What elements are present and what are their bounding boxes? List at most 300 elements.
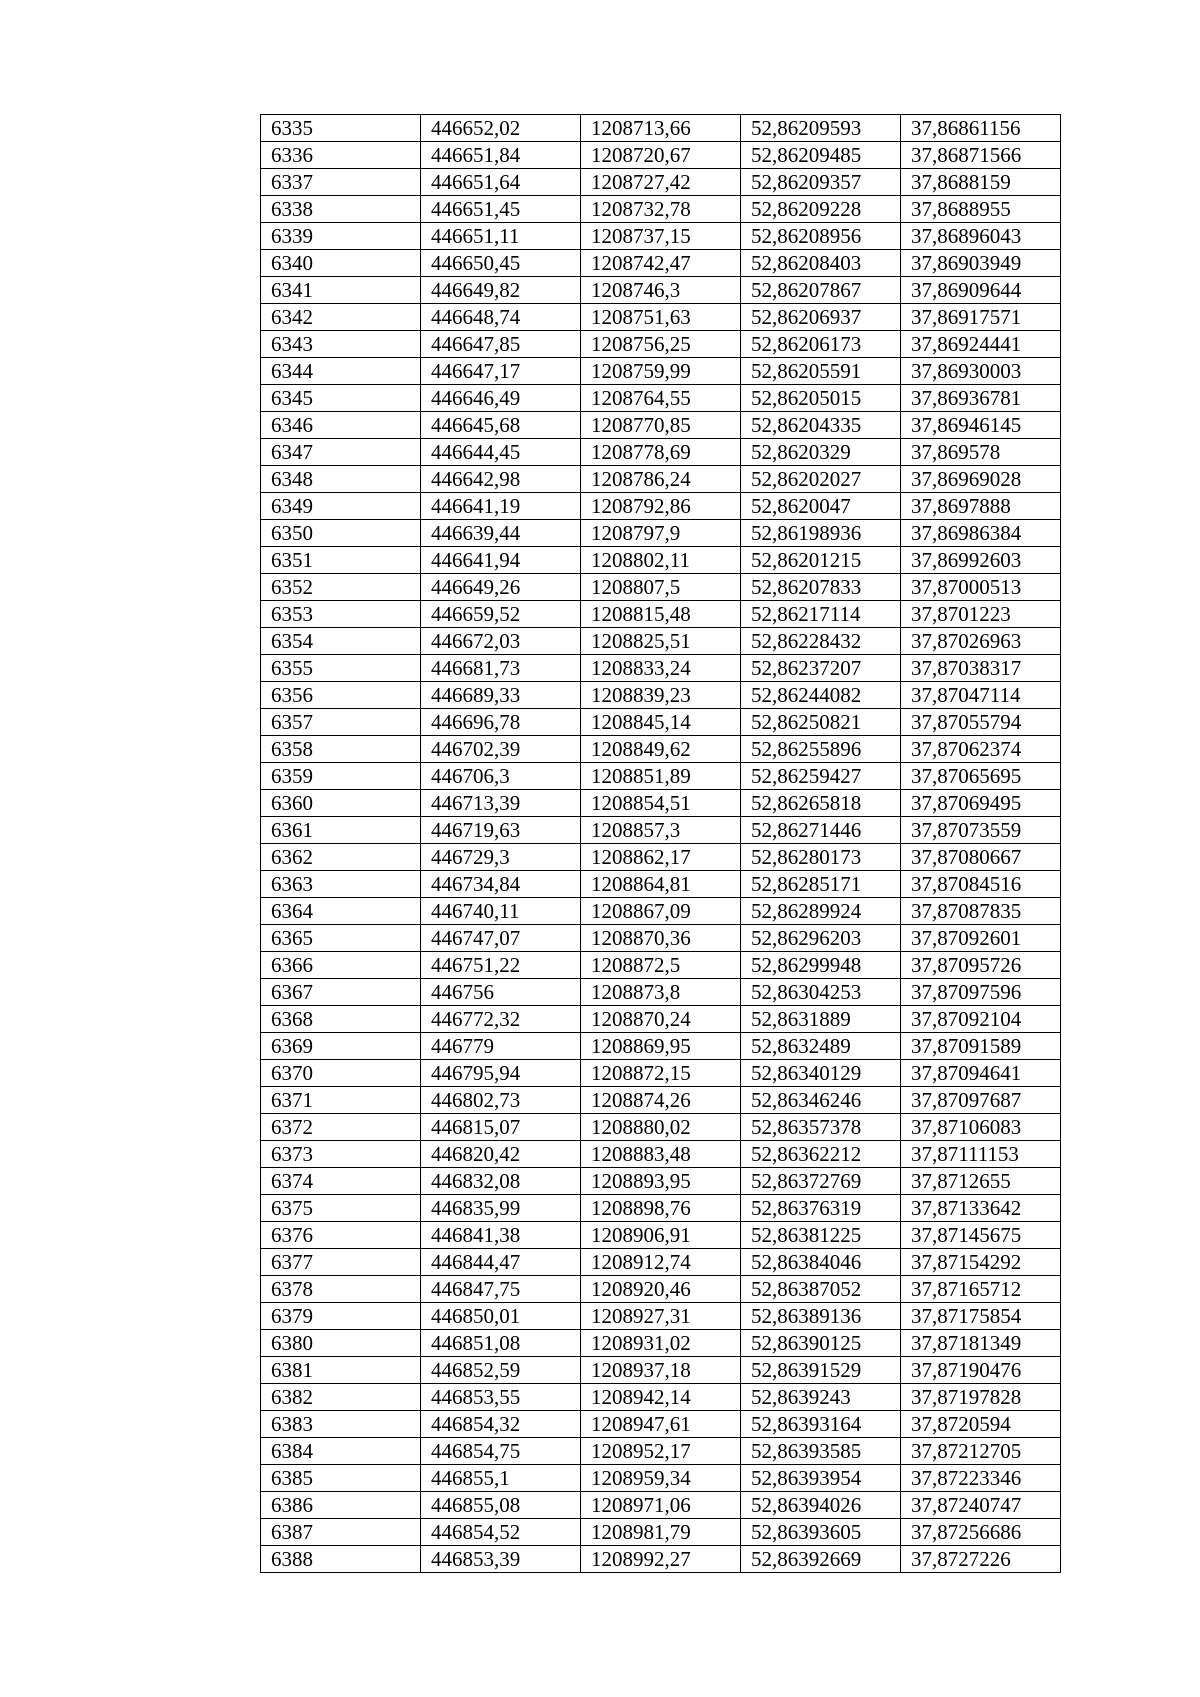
point-number-cell: 6356 <box>261 682 421 709</box>
x-coordinate-cell: 446851,08 <box>421 1330 581 1357</box>
latitude-cell: 52,86393605 <box>741 1519 901 1546</box>
point-number-cell: 6381 <box>261 1357 421 1384</box>
latitude-cell: 52,86271446 <box>741 817 901 844</box>
table-row <box>261 223 1061 250</box>
x-coordinate-cell: 446756 <box>421 979 581 1006</box>
x-coordinate-cell: 446844,47 <box>421 1249 581 1276</box>
latitude-cell: 52,86384046 <box>741 1249 901 1276</box>
y-coordinate-cell: 1208862,17 <box>581 844 741 871</box>
point-number-cell: 6387 <box>261 1519 421 1546</box>
table-row <box>261 574 1061 601</box>
x-coordinate-cell: 446855,1 <box>421 1465 581 1492</box>
table-row <box>261 1465 1061 1492</box>
table-row <box>261 1384 1061 1411</box>
longitude-cell: 37,87097596 <box>901 979 1061 1006</box>
table-row <box>261 466 1061 493</box>
table-row <box>261 763 1061 790</box>
y-coordinate-cell: 1208737,15 <box>581 223 741 250</box>
point-number-cell: 6377 <box>261 1249 421 1276</box>
x-coordinate-cell: 446815,07 <box>421 1114 581 1141</box>
x-coordinate-cell: 446852,59 <box>421 1357 581 1384</box>
coordinates-table-body <box>261 115 1061 1573</box>
y-coordinate-cell: 1208874,26 <box>581 1087 741 1114</box>
y-coordinate-cell: 1208770,85 <box>581 412 741 439</box>
x-coordinate-cell: 446719,63 <box>421 817 581 844</box>
latitude-cell: 52,86394026 <box>741 1492 901 1519</box>
table-row <box>261 601 1061 628</box>
point-number-cell: 6347 <box>261 439 421 466</box>
y-coordinate-cell: 1208867,09 <box>581 898 741 925</box>
latitude-cell: 52,86304253 <box>741 979 901 1006</box>
point-number-cell: 6369 <box>261 1033 421 1060</box>
longitude-cell: 37,87165712 <box>901 1276 1061 1303</box>
longitude-cell: 37,87062374 <box>901 736 1061 763</box>
latitude-cell: 52,8620329 <box>741 439 901 466</box>
table-row <box>261 196 1061 223</box>
y-coordinate-cell: 1208732,78 <box>581 196 741 223</box>
y-coordinate-cell: 1208833,24 <box>581 655 741 682</box>
x-coordinate-cell: 446648,74 <box>421 304 581 331</box>
x-coordinate-cell: 446854,75 <box>421 1438 581 1465</box>
longitude-cell: 37,87065695 <box>901 763 1061 790</box>
table-row <box>261 439 1061 466</box>
table-row <box>261 979 1061 1006</box>
table-row <box>261 682 1061 709</box>
longitude-cell: 37,87181349 <box>901 1330 1061 1357</box>
x-coordinate-cell: 446772,32 <box>421 1006 581 1033</box>
latitude-cell: 52,86346246 <box>741 1087 901 1114</box>
latitude-cell: 52,8620047 <box>741 493 901 520</box>
x-coordinate-cell: 446647,17 <box>421 358 581 385</box>
latitude-cell: 52,86393585 <box>741 1438 901 1465</box>
point-number-cell: 6382 <box>261 1384 421 1411</box>
x-coordinate-cell: 446853,55 <box>421 1384 581 1411</box>
latitude-cell: 52,86206937 <box>741 304 901 331</box>
y-coordinate-cell: 1208893,95 <box>581 1168 741 1195</box>
table-row <box>261 1033 1061 1060</box>
latitude-cell: 52,86392669 <box>741 1546 901 1573</box>
point-number-cell: 6370 <box>261 1060 421 1087</box>
x-coordinate-cell: 446659,52 <box>421 601 581 628</box>
y-coordinate-cell: 1208864,81 <box>581 871 741 898</box>
point-number-cell: 6373 <box>261 1141 421 1168</box>
x-coordinate-cell: 446820,42 <box>421 1141 581 1168</box>
point-number-cell: 6364 <box>261 898 421 925</box>
x-coordinate-cell: 446645,68 <box>421 412 581 439</box>
point-number-cell: 6338 <box>261 196 421 223</box>
table-row <box>261 1492 1061 1519</box>
table-row <box>261 844 1061 871</box>
point-number-cell: 6384 <box>261 1438 421 1465</box>
y-coordinate-cell: 1208713,66 <box>581 115 741 142</box>
latitude-cell: 52,86265818 <box>741 790 901 817</box>
latitude-cell: 52,8632489 <box>741 1033 901 1060</box>
latitude-cell: 52,86209485 <box>741 142 901 169</box>
coordinates-table <box>260 114 1061 1573</box>
point-number-cell: 6360 <box>261 790 421 817</box>
point-number-cell: 6374 <box>261 1168 421 1195</box>
table-row <box>261 142 1061 169</box>
y-coordinate-cell: 1208872,15 <box>581 1060 741 1087</box>
longitude-cell: 37,86986384 <box>901 520 1061 547</box>
longitude-cell: 37,8727226 <box>901 1546 1061 1573</box>
latitude-cell: 52,86208956 <box>741 223 901 250</box>
longitude-cell: 37,87240747 <box>901 1492 1061 1519</box>
table-row <box>261 1438 1061 1465</box>
point-number-cell: 6357 <box>261 709 421 736</box>
table-row <box>261 1114 1061 1141</box>
table-row <box>261 736 1061 763</box>
latitude-cell: 52,86202027 <box>741 466 901 493</box>
table-row <box>261 655 1061 682</box>
y-coordinate-cell: 1208825,51 <box>581 628 741 655</box>
point-number-cell: 6386 <box>261 1492 421 1519</box>
y-coordinate-cell: 1208797,9 <box>581 520 741 547</box>
point-number-cell: 6339 <box>261 223 421 250</box>
longitude-cell: 37,86936781 <box>901 385 1061 412</box>
longitude-cell: 37,87038317 <box>901 655 1061 682</box>
longitude-cell: 37,87080667 <box>901 844 1061 871</box>
longitude-cell: 37,86946145 <box>901 412 1061 439</box>
y-coordinate-cell: 1208927,31 <box>581 1303 741 1330</box>
longitude-cell: 37,8712655 <box>901 1168 1061 1195</box>
point-number-cell: 6348 <box>261 466 421 493</box>
y-coordinate-cell: 1208778,69 <box>581 439 741 466</box>
point-number-cell: 6337 <box>261 169 421 196</box>
point-number-cell: 6376 <box>261 1222 421 1249</box>
table-row <box>261 277 1061 304</box>
longitude-cell: 37,86930003 <box>901 358 1061 385</box>
point-number-cell: 6372 <box>261 1114 421 1141</box>
x-coordinate-cell: 446835,99 <box>421 1195 581 1222</box>
table-row <box>261 1168 1061 1195</box>
latitude-cell: 52,86209228 <box>741 196 901 223</box>
x-coordinate-cell: 446740,11 <box>421 898 581 925</box>
x-coordinate-cell: 446779 <box>421 1033 581 1060</box>
point-number-cell: 6361 <box>261 817 421 844</box>
x-coordinate-cell: 446646,49 <box>421 385 581 412</box>
latitude-cell: 52,86208403 <box>741 250 901 277</box>
latitude-cell: 52,86299948 <box>741 952 901 979</box>
longitude-cell: 37,87223346 <box>901 1465 1061 1492</box>
longitude-cell: 37,86909644 <box>901 277 1061 304</box>
point-number-cell: 6378 <box>261 1276 421 1303</box>
longitude-cell: 37,87133642 <box>901 1195 1061 1222</box>
table-row <box>261 1222 1061 1249</box>
longitude-cell: 37,87055794 <box>901 709 1061 736</box>
latitude-cell: 52,86280173 <box>741 844 901 871</box>
x-coordinate-cell: 446734,84 <box>421 871 581 898</box>
point-number-cell: 6346 <box>261 412 421 439</box>
x-coordinate-cell: 446651,45 <box>421 196 581 223</box>
x-coordinate-cell: 446847,75 <box>421 1276 581 1303</box>
x-coordinate-cell: 446747,07 <box>421 925 581 952</box>
latitude-cell: 52,86372769 <box>741 1168 901 1195</box>
latitude-cell: 52,86390125 <box>741 1330 901 1357</box>
y-coordinate-cell: 1208870,24 <box>581 1006 741 1033</box>
longitude-cell: 37,87154292 <box>901 1249 1061 1276</box>
latitude-cell: 52,86340129 <box>741 1060 901 1087</box>
table-row <box>261 250 1061 277</box>
x-coordinate-cell: 446689,33 <box>421 682 581 709</box>
table-row <box>261 304 1061 331</box>
x-coordinate-cell: 446649,26 <box>421 574 581 601</box>
point-number-cell: 6375 <box>261 1195 421 1222</box>
x-coordinate-cell: 446639,44 <box>421 520 581 547</box>
latitude-cell: 52,8631889 <box>741 1006 901 1033</box>
y-coordinate-cell: 1208952,17 <box>581 1438 741 1465</box>
latitude-cell: 52,86244082 <box>741 682 901 709</box>
x-coordinate-cell: 446650,45 <box>421 250 581 277</box>
longitude-cell: 37,86924441 <box>901 331 1061 358</box>
point-number-cell: 6359 <box>261 763 421 790</box>
latitude-cell: 52,86289924 <box>741 898 901 925</box>
y-coordinate-cell: 1208942,14 <box>581 1384 741 1411</box>
y-coordinate-cell: 1208947,61 <box>581 1411 741 1438</box>
x-coordinate-cell: 446642,98 <box>421 466 581 493</box>
table-row <box>261 1330 1061 1357</box>
latitude-cell: 52,86387052 <box>741 1276 901 1303</box>
longitude-cell: 37,87084516 <box>901 871 1061 898</box>
longitude-cell: 37,87026963 <box>901 628 1061 655</box>
latitude-cell: 52,86207833 <box>741 574 901 601</box>
x-coordinate-cell: 446795,94 <box>421 1060 581 1087</box>
y-coordinate-cell: 1208906,91 <box>581 1222 741 1249</box>
longitude-cell: 37,87256686 <box>901 1519 1061 1546</box>
x-coordinate-cell: 446641,19 <box>421 493 581 520</box>
table-row <box>261 1519 1061 1546</box>
longitude-cell: 37,87111153 <box>901 1141 1061 1168</box>
x-coordinate-cell: 446651,11 <box>421 223 581 250</box>
latitude-cell: 52,86228432 <box>741 628 901 655</box>
x-coordinate-cell: 446854,32 <box>421 1411 581 1438</box>
latitude-cell: 52,86259427 <box>741 763 901 790</box>
x-coordinate-cell: 446713,39 <box>421 790 581 817</box>
table-row <box>261 925 1061 952</box>
longitude-cell: 37,86992603 <box>901 547 1061 574</box>
y-coordinate-cell: 1208786,24 <box>581 466 741 493</box>
y-coordinate-cell: 1208839,23 <box>581 682 741 709</box>
x-coordinate-cell: 446651,84 <box>421 142 581 169</box>
longitude-cell: 37,87092601 <box>901 925 1061 952</box>
latitude-cell: 52,86198936 <box>741 520 901 547</box>
point-number-cell: 6379 <box>261 1303 421 1330</box>
x-coordinate-cell: 446751,22 <box>421 952 581 979</box>
x-coordinate-cell: 446729,3 <box>421 844 581 871</box>
y-coordinate-cell: 1208720,67 <box>581 142 741 169</box>
y-coordinate-cell: 1208815,48 <box>581 601 741 628</box>
longitude-cell: 37,8688955 <box>901 196 1061 223</box>
x-coordinate-cell: 446652,02 <box>421 115 581 142</box>
longitude-cell: 37,87106083 <box>901 1114 1061 1141</box>
latitude-cell: 52,86393164 <box>741 1411 901 1438</box>
point-number-cell: 6341 <box>261 277 421 304</box>
table-row <box>261 1411 1061 1438</box>
x-coordinate-cell: 446850,01 <box>421 1303 581 1330</box>
x-coordinate-cell: 446651,64 <box>421 169 581 196</box>
longitude-cell: 37,87145675 <box>901 1222 1061 1249</box>
latitude-cell: 52,86389136 <box>741 1303 901 1330</box>
point-number-cell: 6335 <box>261 115 421 142</box>
x-coordinate-cell: 446854,52 <box>421 1519 581 1546</box>
latitude-cell: 52,86209357 <box>741 169 901 196</box>
latitude-cell: 52,86205015 <box>741 385 901 412</box>
y-coordinate-cell: 1208764,55 <box>581 385 741 412</box>
longitude-cell: 37,87091589 <box>901 1033 1061 1060</box>
y-coordinate-cell: 1208981,79 <box>581 1519 741 1546</box>
latitude-cell: 52,86255896 <box>741 736 901 763</box>
latitude-cell: 52,86207867 <box>741 277 901 304</box>
point-number-cell: 6352 <box>261 574 421 601</box>
longitude-cell: 37,8701223 <box>901 601 1061 628</box>
x-coordinate-cell: 446681,73 <box>421 655 581 682</box>
latitude-cell: 52,86201215 <box>741 547 901 574</box>
y-coordinate-cell: 1208845,14 <box>581 709 741 736</box>
point-number-cell: 6358 <box>261 736 421 763</box>
point-number-cell: 6336 <box>261 142 421 169</box>
y-coordinate-cell: 1208992,27 <box>581 1546 741 1573</box>
x-coordinate-cell: 446649,82 <box>421 277 581 304</box>
y-coordinate-cell: 1208807,5 <box>581 574 741 601</box>
longitude-cell: 37,86861156 <box>901 115 1061 142</box>
point-number-cell: 6345 <box>261 385 421 412</box>
latitude-cell: 52,86250821 <box>741 709 901 736</box>
longitude-cell: 37,87097687 <box>901 1087 1061 1114</box>
y-coordinate-cell: 1208727,42 <box>581 169 741 196</box>
table-row <box>261 790 1061 817</box>
y-coordinate-cell: 1208742,47 <box>581 250 741 277</box>
longitude-cell: 37,87087835 <box>901 898 1061 925</box>
point-number-cell: 6371 <box>261 1087 421 1114</box>
longitude-cell: 37,87094641 <box>901 1060 1061 1087</box>
y-coordinate-cell: 1208880,02 <box>581 1114 741 1141</box>
longitude-cell: 37,87197828 <box>901 1384 1061 1411</box>
point-number-cell: 6363 <box>261 871 421 898</box>
table-row <box>261 817 1061 844</box>
x-coordinate-cell: 446644,45 <box>421 439 581 466</box>
longitude-cell: 37,8697888 <box>901 493 1061 520</box>
table-row <box>261 1546 1061 1573</box>
longitude-cell: 37,87000513 <box>901 574 1061 601</box>
longitude-cell: 37,86917571 <box>901 304 1061 331</box>
x-coordinate-cell: 446802,73 <box>421 1087 581 1114</box>
y-coordinate-cell: 1208883,48 <box>581 1141 741 1168</box>
latitude-cell: 52,86285171 <box>741 871 901 898</box>
table-row <box>261 628 1061 655</box>
latitude-cell: 52,86362212 <box>741 1141 901 1168</box>
y-coordinate-cell: 1208873,8 <box>581 979 741 1006</box>
longitude-cell: 37,86896043 <box>901 223 1061 250</box>
longitude-cell: 37,87175854 <box>901 1303 1061 1330</box>
table-row <box>261 385 1061 412</box>
table-row <box>261 358 1061 385</box>
table-row <box>261 412 1061 439</box>
point-number-cell: 6340 <box>261 250 421 277</box>
point-number-cell: 6380 <box>261 1330 421 1357</box>
x-coordinate-cell: 446641,94 <box>421 547 581 574</box>
latitude-cell: 52,86206173 <box>741 331 901 358</box>
table-row <box>261 1195 1061 1222</box>
table-row <box>261 169 1061 196</box>
x-coordinate-cell: 446855,08 <box>421 1492 581 1519</box>
longitude-cell: 37,87212705 <box>901 1438 1061 1465</box>
point-number-cell: 6367 <box>261 979 421 1006</box>
latitude-cell: 52,86381225 <box>741 1222 901 1249</box>
point-number-cell: 6349 <box>261 493 421 520</box>
x-coordinate-cell: 446832,08 <box>421 1168 581 1195</box>
longitude-cell: 37,87092104 <box>901 1006 1061 1033</box>
table-row <box>261 115 1061 142</box>
y-coordinate-cell: 1208802,11 <box>581 547 741 574</box>
table-row <box>261 547 1061 574</box>
y-coordinate-cell: 1208931,02 <box>581 1330 741 1357</box>
longitude-cell: 37,869578 <box>901 439 1061 466</box>
table-row <box>261 709 1061 736</box>
table-row <box>261 1276 1061 1303</box>
table-row <box>261 493 1061 520</box>
point-number-cell: 6388 <box>261 1546 421 1573</box>
point-number-cell: 6365 <box>261 925 421 952</box>
point-number-cell: 6353 <box>261 601 421 628</box>
table-row <box>261 331 1061 358</box>
table-row <box>261 520 1061 547</box>
table-row <box>261 1303 1061 1330</box>
longitude-cell: 37,8720594 <box>901 1411 1061 1438</box>
longitude-cell: 37,86903949 <box>901 250 1061 277</box>
table-row <box>261 1006 1061 1033</box>
point-number-cell: 6344 <box>261 358 421 385</box>
x-coordinate-cell: 446853,39 <box>421 1546 581 1573</box>
point-number-cell: 6343 <box>261 331 421 358</box>
y-coordinate-cell: 1208971,06 <box>581 1492 741 1519</box>
point-number-cell: 6366 <box>261 952 421 979</box>
latitude-cell: 52,86217114 <box>741 601 901 628</box>
table-row <box>261 1249 1061 1276</box>
point-number-cell: 6383 <box>261 1411 421 1438</box>
table-row <box>261 1060 1061 1087</box>
latitude-cell: 52,86204335 <box>741 412 901 439</box>
table-row <box>261 952 1061 979</box>
latitude-cell: 52,86376319 <box>741 1195 901 1222</box>
point-number-cell: 6354 <box>261 628 421 655</box>
x-coordinate-cell: 446696,78 <box>421 709 581 736</box>
x-coordinate-cell: 446706,3 <box>421 763 581 790</box>
longitude-cell: 37,86969028 <box>901 466 1061 493</box>
y-coordinate-cell: 1208959,34 <box>581 1465 741 1492</box>
table-row <box>261 1141 1061 1168</box>
point-number-cell: 6362 <box>261 844 421 871</box>
y-coordinate-cell: 1208792,86 <box>581 493 741 520</box>
table-row <box>261 1087 1061 1114</box>
x-coordinate-cell: 446841,38 <box>421 1222 581 1249</box>
latitude-cell: 52,86205591 <box>741 358 901 385</box>
latitude-cell: 52,86391529 <box>741 1357 901 1384</box>
y-coordinate-cell: 1208756,25 <box>581 331 741 358</box>
table-row <box>261 871 1061 898</box>
latitude-cell: 52,86209593 <box>741 115 901 142</box>
latitude-cell: 52,8639243 <box>741 1384 901 1411</box>
y-coordinate-cell: 1208872,5 <box>581 952 741 979</box>
longitude-cell: 37,86871566 <box>901 142 1061 169</box>
y-coordinate-cell: 1208898,76 <box>581 1195 741 1222</box>
point-number-cell: 6355 <box>261 655 421 682</box>
y-coordinate-cell: 1208759,99 <box>581 358 741 385</box>
y-coordinate-cell: 1208912,74 <box>581 1249 741 1276</box>
point-number-cell: 6385 <box>261 1465 421 1492</box>
longitude-cell: 37,87095726 <box>901 952 1061 979</box>
latitude-cell: 52,86357378 <box>741 1114 901 1141</box>
x-coordinate-cell: 446672,03 <box>421 628 581 655</box>
